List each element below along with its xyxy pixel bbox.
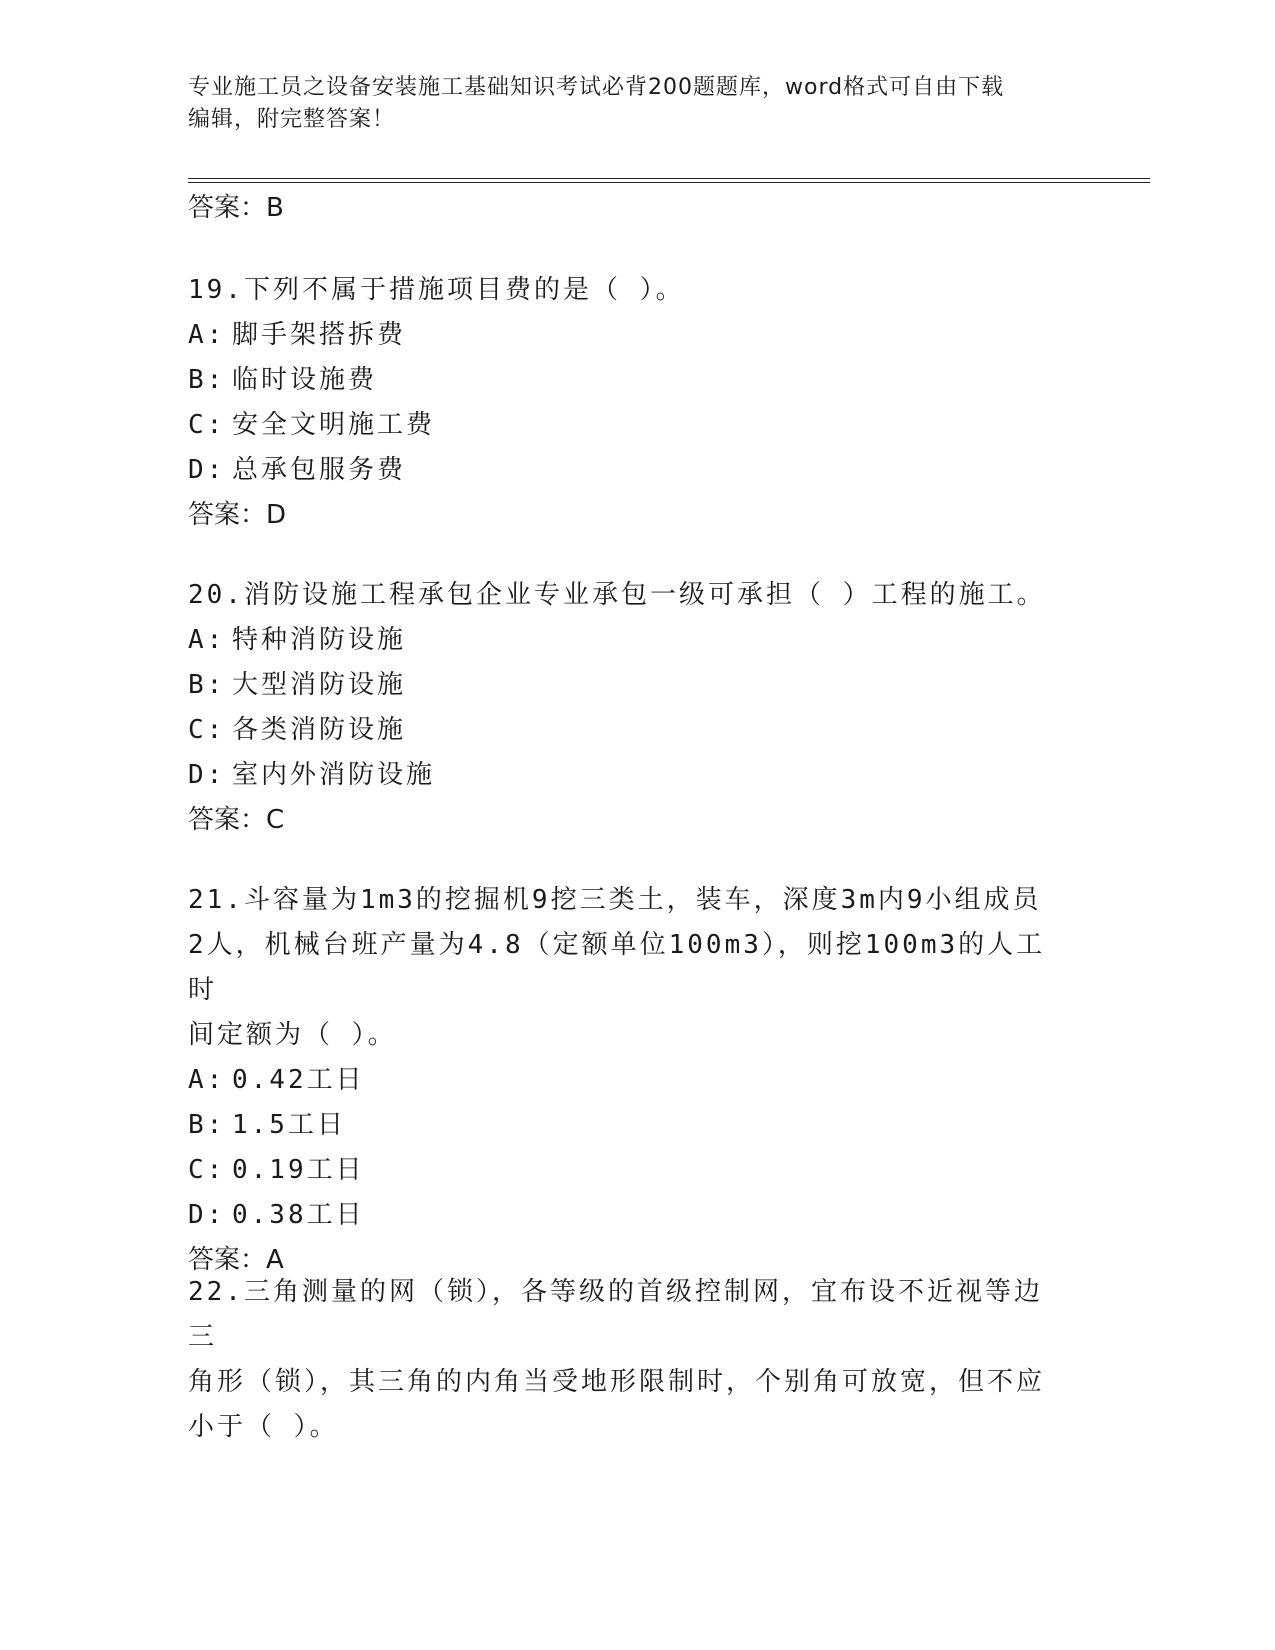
option-text: 1.5工日 [232, 1110, 346, 1140]
option-b [188, 358, 1068, 403]
option-c [188, 1148, 1068, 1193]
option-letter: A: [188, 625, 226, 655]
question-text-line-2: 角形（锁），其三角的内角当受地形限制时，个别角可放宽，但不应 [188, 1367, 1046, 1397]
option-text: 大型消防设施 [232, 670, 407, 700]
answer: 答案：D [188, 500, 287, 530]
option-a [188, 1058, 1068, 1103]
option-d [188, 1193, 1068, 1238]
question-20 [188, 573, 1068, 843]
option-text: 临时设施费 [232, 365, 378, 395]
header-line-2: 编辑，附完整答案！ [188, 107, 396, 132]
question-text-line-3: 小于（ ）。 [188, 1412, 339, 1442]
question-text-line-1: 22.三角测量的网（锁），各等级的首级控制网，宜布设不近视等边三 [188, 1277, 1043, 1352]
answer: 答案：A [188, 1245, 284, 1275]
option-letter: B: [188, 365, 226, 395]
question-21 [188, 878, 1068, 1283]
question-text: 19.下列不属于措施项目费的是（ ）。 [188, 275, 685, 305]
option-letter: D: [188, 455, 226, 485]
option-letter: C: [188, 410, 226, 440]
question-text-line-2: 2人，机械台班产量为4.8（定额单位100m3），则挖100m3的人工时 [188, 930, 1046, 1005]
option-text: 各类消防设施 [232, 715, 407, 745]
option-text: 安全文明施工费 [232, 410, 436, 440]
option-text: 0.42工日 [232, 1065, 365, 1095]
option-c [188, 708, 1068, 753]
option-d [188, 753, 1068, 798]
question-19 [188, 268, 1068, 538]
option-text: 0.19工日 [232, 1155, 365, 1185]
option-text: 特种消防设施 [232, 625, 407, 655]
question-text-line-3: 间定额为（ ）。 [188, 1020, 397, 1050]
option-letter: A: [188, 1065, 226, 1095]
option-letter: B: [188, 670, 226, 700]
previous-answer: 答案：B [188, 193, 284, 223]
option-letter: C: [188, 715, 226, 745]
option-b [188, 1103, 1068, 1148]
option-text: 0.38工日 [232, 1200, 365, 1230]
option-a [188, 618, 1068, 663]
option-c [188, 403, 1068, 448]
option-letter: A: [188, 320, 226, 350]
header-divider-bottom [188, 182, 1150, 183]
option-a [188, 313, 1068, 358]
option-d [188, 448, 1068, 493]
document-header [188, 72, 1068, 136]
option-letter: D: [188, 760, 226, 790]
option-letter: C: [188, 1155, 226, 1185]
option-text: 室内外消防设施 [232, 760, 436, 790]
option-b [188, 663, 1068, 708]
option-letter: D: [188, 1200, 226, 1230]
header-line-1: 专业施工员之设备安装施工基础知识考试必背200题题库，word格式可自由下载 [188, 75, 1005, 100]
option-text: 总承包服务费 [232, 455, 407, 485]
header-divider-top [188, 178, 1150, 179]
option-letter: B: [188, 1110, 226, 1140]
option-text: 脚手架搭拆费 [232, 320, 407, 350]
question-text-line-1: 21.斗容量为1m3的挖掘机9挖三类土，装车，深度3m内9小组成员 [188, 885, 1042, 915]
question-22 [188, 1270, 1068, 1450]
answer: 答案：C [188, 805, 285, 835]
question-text: 20.消防设施工程承包企业专业承包一级可承担（ ）工程的施工。 [188, 580, 1046, 610]
